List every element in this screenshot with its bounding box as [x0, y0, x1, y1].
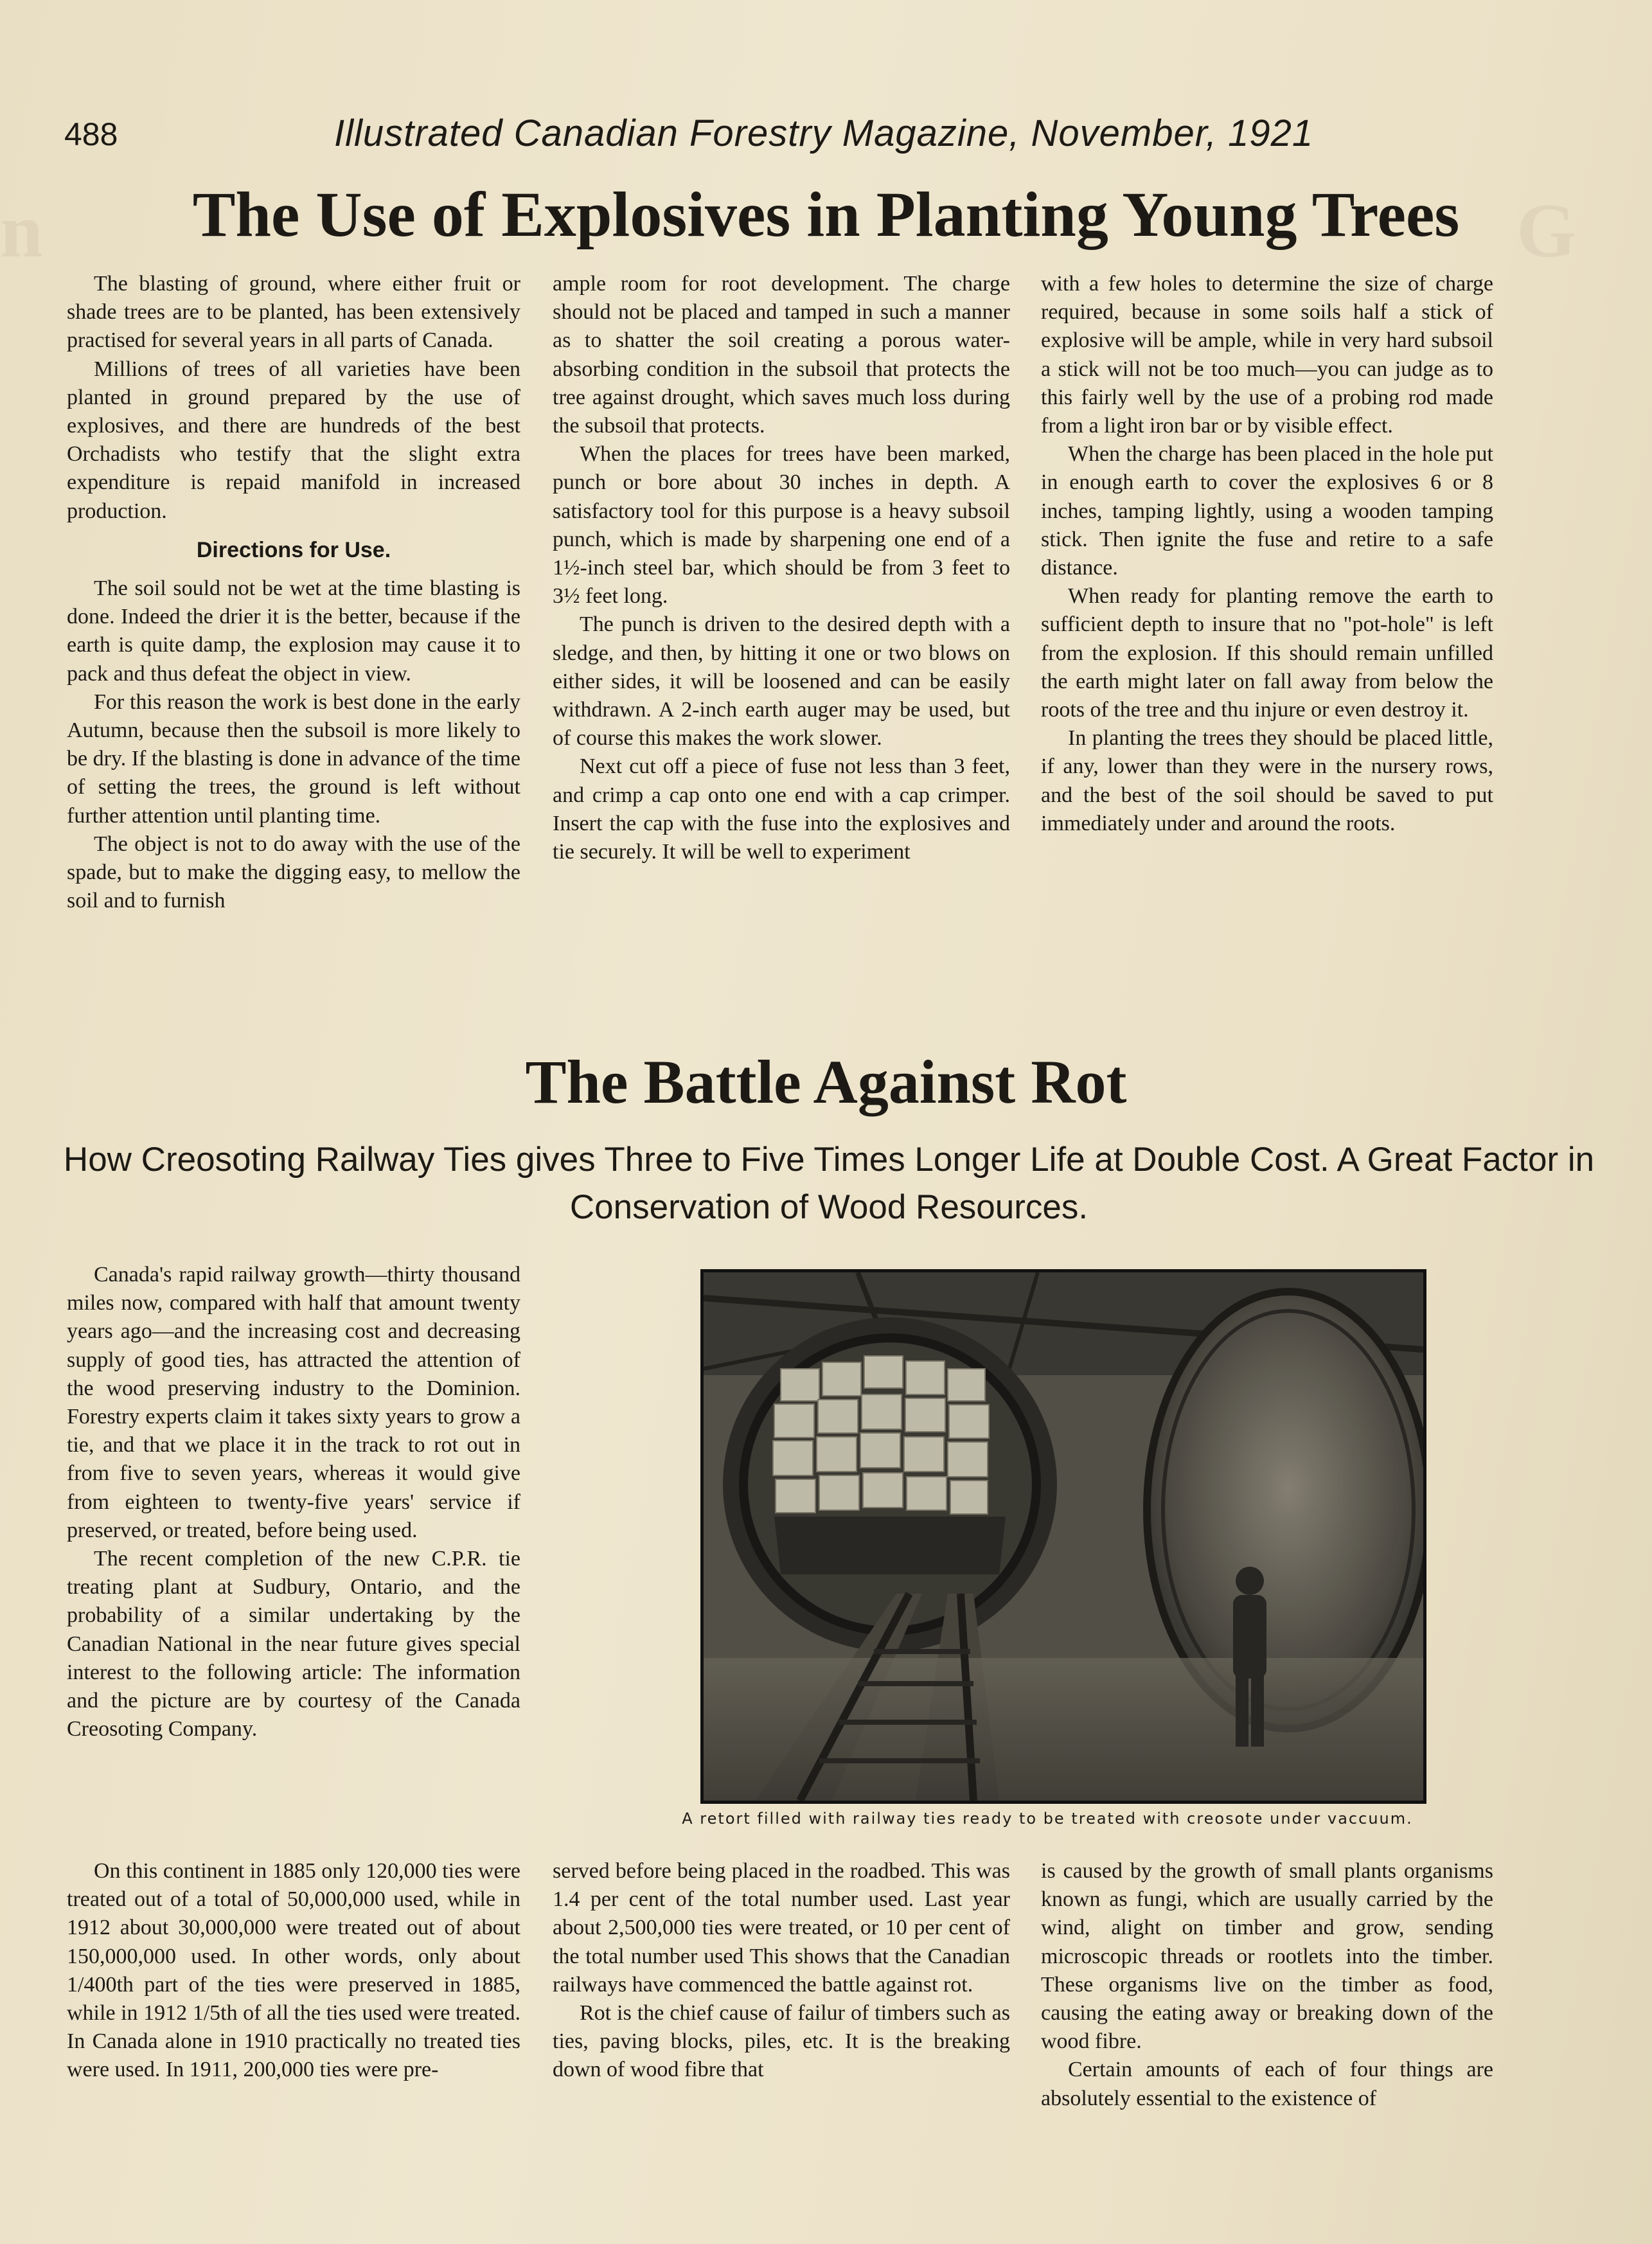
- paragraph: with a few holes to determine the size of charge required, because in some soils half a stick of explosive will be ample, while in very hard subsoil a stick will not be too much—you can judge as to this fairly well by the use of a probing rod made from a light iron bar or by visible effect.: [1041, 272, 1493, 438]
- paragraph: For this reason the work is best done in the early Autumn, because then the subsoil is more likely to be dry. If the blasting is done in advance of the time of setting the trees, the ground is left without further attention until planting time.: [67, 690, 520, 828]
- photo-caption: A retort filled with railway ties ready to be treated with creosote under vaccuum.: [682, 1810, 1413, 1828]
- retort-photograph: [700, 1269, 1426, 1804]
- article-column: [553, 270, 1010, 866]
- paragraph: The punch is driven to the desired depth with a sledge, and then, by hitting it one or two blows on either sides, it will be loosened and can be easily withdrawn. A 2-inch earth auger may be used, but of course this makes the work slower.: [553, 612, 1010, 751]
- paragraph: The recent completion of the new C.P.R. tie treating plant at Sudbury, Ontario, and the probability of a similar undertaking by the Canadian National in the near future gives special interest to the following article: The information and the picture are by courtesy of the Canada Creosoting Company.: [67, 1547, 520, 1741]
- paragraph: The soil sould not be wet at the time blasting is done. Indeed the drier it is the better, because if the earth is quite damp, the explosion may cause it to pack and thus defeat the object in view.: [67, 576, 520, 686]
- paragraph: ample room for root development. The charge should not be placed and tamped in such a manner as to shatter the soil creating a porous water-absorbing condition in the subsoil that protects the tree against drought, which saves much loss during the subsoil that protects.: [553, 272, 1010, 438]
- bleed-through-text: G: [1516, 188, 1579, 273]
- article-column: [553, 1857, 1010, 2085]
- paragraph: In planting the trees they should be placed little, if any, lower than they were in the nursery rows, and the best of the soil should be saved to put immediately under and around the roots.: [1041, 726, 1493, 835]
- article-column: [67, 1261, 520, 1743]
- paragraph: is caused by the growth of small plants organisms known as fungi, which are usually carried by the wind, alight on timber and grow, sending microscopic threads or rootlets into the timber. These organisms live on the timber as food, causing the eating away or breaking down of the wood fibre.: [1041, 1859, 1493, 2054]
- page-number: 488: [64, 116, 118, 152]
- article-column: [1041, 270, 1493, 838]
- article-subtitle: How Creosoting Railway Ties gives Three to Five Times Longer Life at Double Cost. A Great Factor in Conservation of Wood Resources.: [63, 1141, 1595, 1226]
- article-column: [1041, 1857, 1493, 2113]
- paragraph: When ready for planting remove the earth to sufficient depth to insure that no "pot-hole" is left from the explosion. If this should remain unfilled the earth might later on fall away from below the roots of the tree and thu injure or even destroy it.: [1041, 584, 1493, 722]
- article-title: The Battle Against Rot: [525, 1047, 1127, 1116]
- bleed-through-text: n: [0, 188, 46, 273]
- paragraph: Rot is the chief cause of failur of timbers such as ties, paving blocks, piles, etc. It is the breaking down of wood fibre that: [553, 2001, 1010, 2082]
- article-column: [67, 1857, 520, 2085]
- paragraph: The object is not to do away with the use of the spade, but to make the digging easy, to mellow the soil and to furnish: [67, 832, 520, 913]
- article-column: [67, 270, 520, 915]
- paragraph: served before being placed in the roadbed. This was 1.4 per cent of the total number used. Last year about 2,500,000 ties were treated, or 10 per cent of the total number used This shows that the Canadian railways have commenced the battle against rot.: [553, 1859, 1010, 1997]
- section-heading: Directions for Use.: [196, 537, 391, 562]
- retort-photo-illustration: [704, 1272, 1423, 1801]
- running-head: Illustrated Canadian Forestry Magazine, November, 1921: [334, 112, 1314, 154]
- article-title: The Use of Explosives in Planting Young Trees: [192, 179, 1460, 250]
- paragraph: When the charge has been placed in the hole put in enough earth to cover the explosives 6 or 8 inches, tamping lightly, using a wooden tamping stick. Then ignite the fuse and retire to a safe distance.: [1041, 442, 1493, 580]
- paragraph: Canada's rapid railway growth—thirty thousand miles now, compared with half that amount twenty years ago—and the increasing cost and decreasing supply of good ties, has attracted the attention of the wood preserving industry to the Dominion. Forestry experts claim it takes sixty years to grow a tie, and that we place it in the track to rot out in from five to seven years, whereas it would give from eighteen to twenty-five years' service if preserved, or treated, before being used.: [67, 1263, 520, 1542]
- paragraph: Millions of trees of all varieties have been planted in ground prepared by the use of explosives, and there are hundreds of the best Orchadists who testify that the slight extra expenditure is repaid manifold in increased production.: [67, 357, 520, 523]
- paragraph: Certain amounts of each of four things are absolutely essential to the existence of: [1041, 2058, 1493, 2110]
- page-header: [64, 103, 1542, 174]
- paragraph: Next cut off a piece of fuse not less than 3 feet, and crimp a cap onto one end with a cap crimper. Insert the cap with the fuse into the explosives and tie securely. It will be well to experiment: [553, 754, 1010, 864]
- paragraph: The blasting of ground, where either fruit or shade trees are to be planted, has been extensively practised for several years in all parts of Canada.: [67, 272, 520, 353]
- paragraph: On this continent in 1885 only 120,000 ties were treated out of a total of 50,000,000 used, while in 1912 about 30,000,000 were treated out of about 150,000,000 used. In other words, only about 1/400th part of the ties were preserved in 1885, while in 1912 1/5th of all the ties used were treated. In Canada alone in 1910 practically no treated ties were used. In 1911, 200,000 ties were pre-: [67, 1859, 520, 2082]
- paragraph: When the places for trees have been marked, punch or bore about 30 inches in depth. A satisfactory tool for this purpose is a heavy subsoil punch, which is made by sharpening one end of a 1½-inch steel bar, which should be from 3 feet to 3½ feet long.: [553, 442, 1010, 609]
